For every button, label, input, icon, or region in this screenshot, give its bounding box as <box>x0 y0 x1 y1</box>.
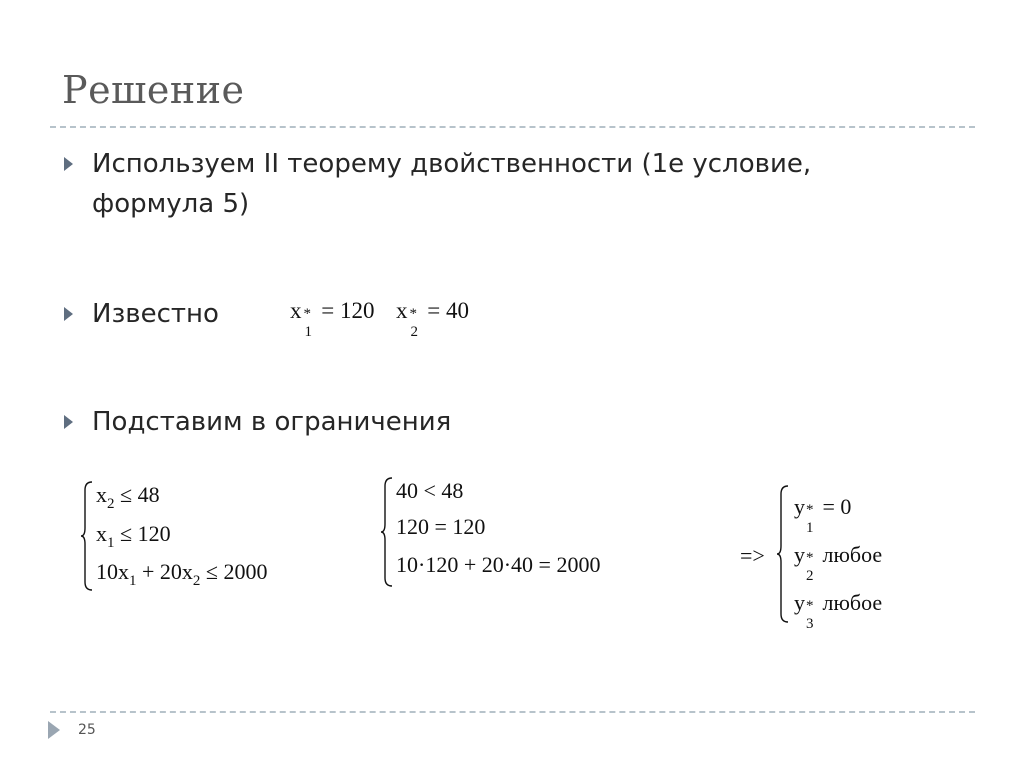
brace-c <box>776 484 790 624</box>
known-formula <box>290 298 469 340</box>
system-c-row-3: y * 3 любое <box>794 590 883 632</box>
title-divider <box>50 126 975 128</box>
system-c <box>776 484 936 632</box>
x2-sub: 2 <box>410 324 418 340</box>
brace-b <box>380 476 394 588</box>
page-number: 25 <box>78 722 96 738</box>
bullet-marker <box>64 415 73 429</box>
slide-title: Решение <box>62 68 245 112</box>
x1-var: x <box>290 298 302 323</box>
implies-arrow: => <box>740 543 765 568</box>
corner-marker <box>48 721 60 739</box>
system-b-row-1: 40 < 48 <box>396 478 464 503</box>
bullet-text-2: Известно <box>92 299 219 329</box>
bullet-text-1 <box>92 144 811 224</box>
x1-value: = 120 <box>321 298 375 323</box>
bullet-text-3: Подставим в ограничения <box>92 407 452 437</box>
system-b <box>380 474 660 594</box>
system-b-row-2: 120 = 120 <box>396 514 486 539</box>
bullet-marker <box>64 307 73 321</box>
system-b-row-3: 10·120 + 20·40 = 2000 <box>396 552 601 577</box>
bullet-marker <box>64 157 73 171</box>
system-c-row-2: y * 2 любое <box>794 542 883 584</box>
x2-value: = 40 <box>427 298 469 323</box>
x2-sup: * <box>409 306 417 322</box>
system-a-row-2: $x_1 \le 120$ <box>96 521 171 551</box>
brace-a <box>80 480 94 592</box>
x2-var: x <box>395 298 408 323</box>
system-c-row-1: y * 1 = 0 <box>794 494 852 536</box>
x1-sub: 1 <box>304 324 312 340</box>
system-a-row-3: $10x_1 + 20x_2 \le 2000$ <box>96 559 268 589</box>
system-a <box>80 478 340 598</box>
bullet-text-1-line2: формула 5) <box>92 189 250 219</box>
bullet-text-1-line1: Используем II теорему двойственности (1е условие, <box>92 149 812 179</box>
system-a-row-1: $x_2 \le 48$ <box>96 482 160 512</box>
x1-sup: * <box>303 306 311 322</box>
footer-divider <box>50 711 975 713</box>
